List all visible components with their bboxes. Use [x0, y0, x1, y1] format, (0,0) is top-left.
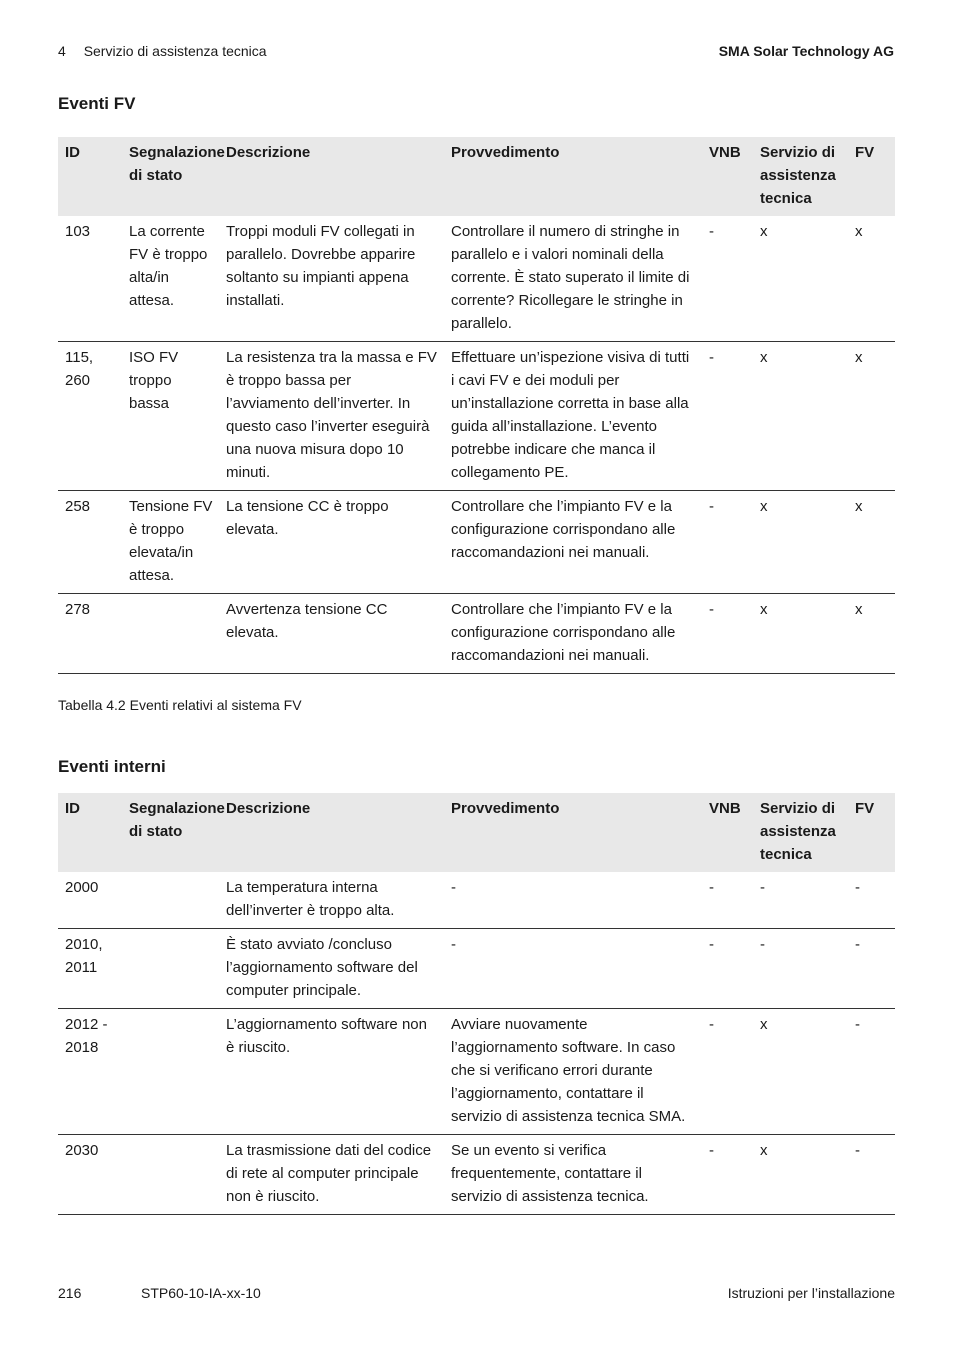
- cell-fv: -: [848, 1135, 895, 1215]
- table-row: [58, 491, 895, 594]
- cell-service: -: [753, 872, 848, 929]
- cell-service: x: [753, 1009, 848, 1135]
- cell-status: [122, 594, 219, 674]
- table-row: [58, 216, 895, 342]
- cell-description: La resistenza tra la massa e FV è troppo bassa per l’avviamento dell’inverter. In questo caso l’inverter eseguirà una nuova misura dopo 10 minuti.: [219, 342, 444, 491]
- table-row: [58, 1135, 895, 1215]
- cell-service: x: [753, 594, 848, 674]
- cell-action: -: [444, 872, 702, 929]
- chapter-number: 4: [58, 43, 66, 59]
- col-header-vnb: VNB: [702, 137, 753, 216]
- cell-description: Troppi moduli FV collegati in parallelo. Dovrebbe apparire soltanto su impianti appena installati.: [219, 216, 444, 342]
- page-number: 216: [58, 1285, 82, 1301]
- cell-fv: -: [848, 872, 895, 929]
- col-header-service: Servizio di assistenza tecnica: [753, 137, 848, 216]
- cell-action: Effettuare un’ispezione visiva di tutti i cavi FV e dei moduli per un’installazione corretta in base alla guida all’installazione. L’evento potrebbe indicare che manca il collegamento PE.: [444, 342, 702, 491]
- table-caption: Tabella 4.2 Eventi relativi al sistema FV: [58, 697, 302, 713]
- table-row: [58, 929, 895, 1009]
- cell-action: Avviare nuovamente l’aggiornamento software. In caso che si verificano errori durante l’aggiornamento, contattare il servizio di assistenza tecnica SMA.: [444, 1009, 702, 1135]
- table-row: [58, 594, 895, 674]
- cell-fv: x: [848, 491, 895, 594]
- cell-service: x: [753, 491, 848, 594]
- cell-id: 2010, 2011: [58, 929, 122, 1009]
- cell-service: x: [753, 216, 848, 342]
- cell-action: Se un evento si verifica frequentemente, contattare il servizio di assistenza tecnica.: [444, 1135, 702, 1215]
- cell-status: ISO FV troppo bassa: [122, 342, 219, 491]
- cell-action: -: [444, 929, 702, 1009]
- cell-id: 115, 260: [58, 342, 122, 491]
- col-header-vnb: VNB: [702, 793, 753, 872]
- col-header-status: Segnalazione di stato: [122, 793, 219, 872]
- table-row: [58, 1009, 895, 1135]
- cell-description: La trasmissione dati del codice di rete al computer principale non è riuscito.: [219, 1135, 444, 1215]
- col-header-action: Provvedimento: [444, 793, 702, 872]
- running-header-chapter: [58, 43, 267, 59]
- col-header-service: Servizio di assistenza tecnica: [753, 793, 848, 872]
- cell-vnb: -: [702, 594, 753, 674]
- cell-id: 2012 - 2018: [58, 1009, 122, 1135]
- cell-service: x: [753, 342, 848, 491]
- cell-description: È stato avviato /concluso l’aggiornamento software del computer principale.: [219, 929, 444, 1009]
- cell-description: Avvertenza tensione CC elevata.: [219, 594, 444, 674]
- col-header-action: Provvedimento: [444, 137, 702, 216]
- pv-events-title: Eventi FV: [58, 94, 136, 113]
- cell-fv: -: [848, 929, 895, 1009]
- cell-id: 103: [58, 216, 122, 342]
- cell-status: [122, 929, 219, 1009]
- col-header-id: ID: [58, 793, 122, 872]
- cell-description: L’aggiornamento software non è riuscito.: [219, 1009, 444, 1135]
- cell-fv: x: [848, 216, 895, 342]
- table-row: [58, 872, 895, 929]
- col-header-fv: FV: [848, 793, 895, 872]
- cell-description: La tensione CC è troppo elevata.: [219, 491, 444, 594]
- cell-status: La corrente FV è troppo alta/in attesa.: [122, 216, 219, 342]
- cell-vnb: -: [702, 491, 753, 594]
- cell-id: 2030: [58, 1135, 122, 1215]
- cell-service: x: [753, 1135, 848, 1215]
- cell-vnb: -: [702, 216, 753, 342]
- cell-id: 2000: [58, 872, 122, 929]
- cell-action: Controllare il numero di stringhe in parallelo e i valori nominali della corrente. È stato superato il limite di corrente? Ricollegare le stringhe in parallelo.: [444, 216, 702, 342]
- cell-action: Controllare che l’impianto FV e la configurazione corrispondano alle raccomandazioni nei manuali.: [444, 491, 702, 594]
- table-header-row: [58, 137, 895, 216]
- document-code: STP60-10-IA-xx-10: [141, 1285, 261, 1301]
- cell-vnb: -: [702, 1135, 753, 1215]
- col-header-status: Segnalazione di stato: [122, 137, 219, 216]
- col-header-fv: FV: [848, 137, 895, 216]
- cell-service: -: [753, 929, 848, 1009]
- cell-status: Tensione FV è troppo elevata/in attesa.: [122, 491, 219, 594]
- cell-status: [122, 1135, 219, 1215]
- running-header-company: SMA Solar Technology AG: [718, 43, 894, 59]
- col-header-description: Descrizione: [219, 137, 444, 216]
- cell-vnb: -: [702, 342, 753, 491]
- cell-vnb: -: [702, 1009, 753, 1135]
- cell-status: [122, 1009, 219, 1135]
- cell-id: 258: [58, 491, 122, 594]
- table-header-row: [58, 793, 895, 872]
- pv-events-table: [58, 137, 895, 674]
- cell-vnb: -: [702, 872, 753, 929]
- col-header-id: ID: [58, 137, 122, 216]
- internal-events-table: [58, 793, 895, 1215]
- cell-action: Controllare che l’impianto FV e la configurazione corrispondano alle raccomandazioni nei manuali.: [444, 594, 702, 674]
- cell-fv: -: [848, 1009, 895, 1135]
- document-title: Istruzioni per l’installazione: [727, 1285, 895, 1301]
- internal-events-title: Eventi interni: [58, 757, 166, 776]
- cell-vnb: -: [702, 929, 753, 1009]
- table-row: [58, 342, 895, 491]
- cell-description: La temperatura interna dell’inverter è troppo alta.: [219, 872, 444, 929]
- cell-status: [122, 872, 219, 929]
- col-header-description: Descrizione: [219, 793, 444, 872]
- cell-id: 278: [58, 594, 122, 674]
- cell-fv: x: [848, 594, 895, 674]
- chapter-title: Servizio di assistenza tecnica: [83, 43, 267, 59]
- cell-fv: x: [848, 342, 895, 491]
